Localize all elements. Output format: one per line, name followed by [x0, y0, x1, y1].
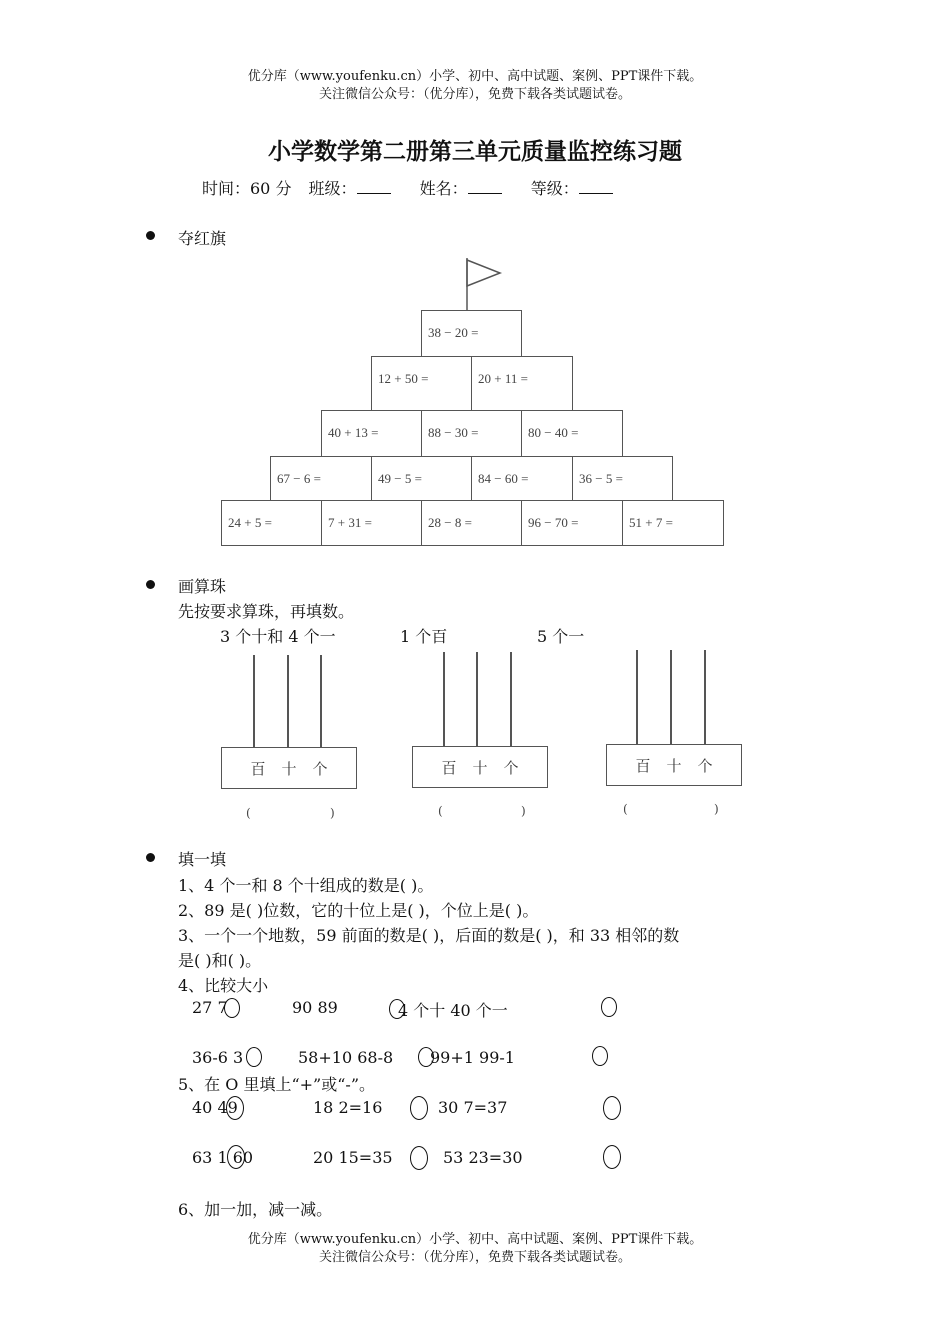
- answer-paren-close: ): [330, 806, 335, 820]
- abacus-rod: [443, 652, 445, 747]
- answer-circle[interactable]: [410, 1146, 428, 1170]
- pyramid-cell: 51 + 7 =: [622, 500, 724, 546]
- sign-item: 30 7=37: [438, 1098, 508, 1117]
- answer-circle[interactable]: [224, 998, 240, 1018]
- abacus-label-2: 1 个百: [400, 627, 448, 646]
- pyramid-cell: 67 − 6 =: [270, 456, 372, 501]
- pyramid-cell: 80 − 40 =: [521, 410, 623, 457]
- place-hundreds: 百: [441, 758, 457, 777]
- sign-item: 18 2=16: [313, 1098, 383, 1117]
- header-line-1: 优分库（www.youfenku.cn）小学、初中、高中试题、案例、PPT课件下载。: [247, 69, 703, 84]
- compare-item: 36-6 3: [192, 1048, 244, 1067]
- grade-field: 等级：: [531, 179, 625, 198]
- abacus-rod: [253, 655, 255, 748]
- class-field: 班级：: [309, 179, 403, 198]
- answer-circle[interactable]: [592, 1046, 608, 1066]
- answer-circle[interactable]: [410, 1096, 428, 1120]
- question-2: 2、89 是( )位数，它的十位上是( )，个位上是( )。: [178, 901, 539, 920]
- place-ones: 个: [312, 759, 328, 778]
- answer-paren-open: (: [623, 802, 628, 816]
- answer-circle[interactable]: [601, 997, 617, 1017]
- question-6: 6、加一加，减一减。: [178, 1200, 333, 1219]
- pyramid-cell: 28 − 8 =: [421, 500, 522, 546]
- sign-item: 63 1 60: [192, 1148, 254, 1167]
- pyramid-cell: 20 + 11 =: [471, 356, 573, 411]
- abacus-base-3: [606, 744, 742, 786]
- question-3b: 是( )和( )。: [178, 951, 262, 970]
- header-line-2: 关注微信公众号：（优分库），免费下载各类试题试卷。: [318, 87, 631, 102]
- question-4: 4、比较大小: [178, 976, 269, 995]
- compare-item: 27 7: [192, 998, 228, 1017]
- sign-item: 40 49: [192, 1098, 238, 1117]
- place-hundreds: 百: [250, 759, 266, 778]
- abacus-rod: [476, 652, 478, 747]
- bullet-2: [146, 580, 155, 589]
- time-label: 时间：60 分: [202, 179, 292, 198]
- pyramid-cell: 24 + 5 =: [221, 500, 322, 546]
- sign-item: 20 15=35: [313, 1148, 393, 1167]
- answer-circle[interactable]: [389, 999, 405, 1019]
- compare-item: 90 89: [292, 998, 338, 1017]
- abacus-rod: [636, 650, 638, 745]
- section3-heading: 填一填: [178, 850, 227, 869]
- answer-circle[interactable]: [227, 1145, 245, 1169]
- abacus-label-1: 3 个十和 4 个一: [220, 627, 336, 646]
- place-ones: 个: [503, 758, 519, 777]
- question-3a: 3、一个一个地数，59 前面的数是( )，后面的数是( )，和 33 相邻的数: [178, 926, 680, 945]
- pyramid-cell: 36 − 5 =: [572, 456, 673, 501]
- question-1: 1、4 个一和 8 个十组成的数是( )。: [178, 876, 434, 895]
- question-5: 5、在 O 里填上“+”或“-”。: [178, 1075, 376, 1094]
- answer-paren-open: (: [438, 804, 443, 818]
- abacus-rod: [287, 655, 289, 748]
- place-hundreds: 百: [635, 756, 651, 775]
- answer-circle[interactable]: [246, 1047, 262, 1067]
- abacus-rod: [510, 652, 512, 747]
- footer-line-2: 关注微信公众号：（优分库），免费下载各类试题试卷。: [318, 1250, 631, 1265]
- place-ones: 个: [697, 756, 713, 775]
- footer-line-1: 优分库（www.youfenku.cn）小学、初中、高中试题、案例、PPT课件下载。: [247, 1232, 703, 1247]
- answer-circle[interactable]: [418, 1047, 434, 1067]
- abacus-base-1: [221, 747, 357, 789]
- compare-item: 4 个十 40 个一: [398, 1001, 508, 1020]
- pyramid-cell: 88 − 30 =: [421, 410, 522, 457]
- bullet-3: [146, 853, 155, 862]
- section2-instruction: 先按要求算珠，再填数。: [178, 602, 355, 621]
- pyramid-cell: 40 + 13 =: [321, 410, 422, 457]
- answer-paren-close: ): [714, 802, 719, 816]
- place-tens: 十: [281, 759, 297, 778]
- pyramid-cell: 96 − 70 =: [521, 500, 623, 546]
- abacus-label-3: 5 个一: [537, 627, 585, 646]
- abacus-rod: [320, 655, 322, 748]
- red-flag-icon: [460, 256, 510, 316]
- answer-circle[interactable]: [226, 1096, 244, 1120]
- pyramid-cell: 38 − 20 =: [421, 310, 522, 357]
- pyramid-cell: 49 − 5 =: [371, 456, 472, 501]
- answer-paren-open: (: [246, 806, 251, 820]
- info-line: [202, 176, 637, 199]
- pyramid-cell: 12 + 50 =: [371, 356, 472, 411]
- abacus-base-2: [412, 746, 548, 788]
- place-tens: 十: [472, 758, 488, 777]
- pyramid-cell: 7 + 31 =: [321, 500, 422, 546]
- compare-item: 58+10 68-8: [298, 1048, 394, 1067]
- abacus-rod: [670, 650, 672, 745]
- section1-heading: 夺红旗: [178, 229, 227, 248]
- compare-item: 99+1 99-1: [430, 1048, 515, 1067]
- answer-circle[interactable]: [603, 1096, 621, 1120]
- place-tens: 十: [666, 756, 682, 775]
- answer-paren-close: ): [521, 804, 526, 818]
- page-title: 小学数学第二册第三单元质量监控练习题: [268, 138, 682, 165]
- answer-circle[interactable]: [603, 1145, 621, 1169]
- sign-item: 53 23=30: [443, 1148, 523, 1167]
- name-field: 姓名：: [420, 179, 514, 198]
- bullet-1: [146, 231, 155, 240]
- section2-heading: 画算珠: [178, 577, 227, 596]
- pyramid-cell: 84 − 60 =: [471, 456, 573, 501]
- abacus-rod: [704, 650, 706, 745]
